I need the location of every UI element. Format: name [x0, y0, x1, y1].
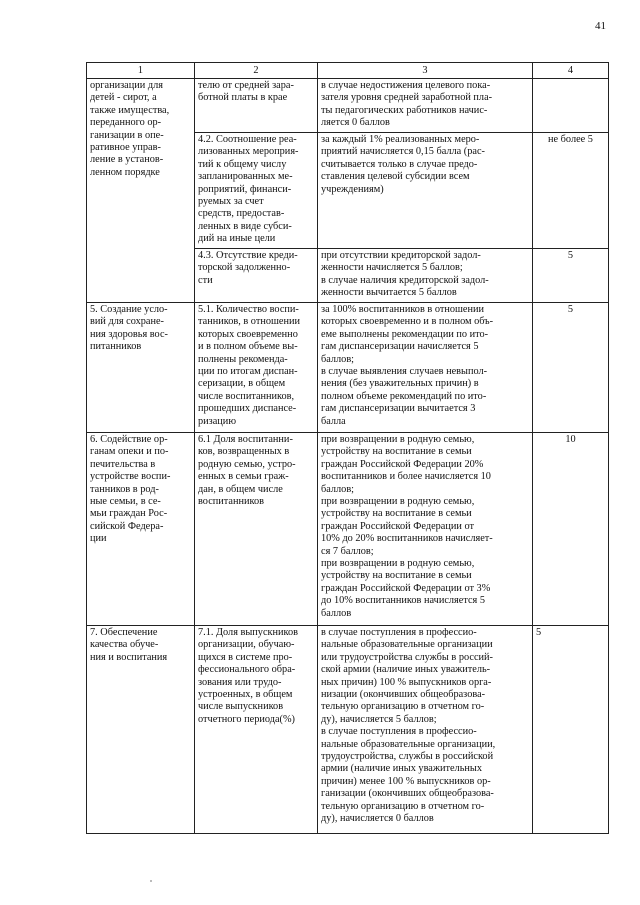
table-row — [87, 303, 609, 433]
max-points-cell: 10 — [533, 433, 609, 626]
criterion-cell: 5. Создание усло- вий для сохране- ния здоровья вос- питанников — [87, 303, 195, 433]
scoring-cell: в случае недостижения целевого пока- зателя уровня средней заработной пла- ты педагогических работников начис- ляется 0 баллов — [318, 79, 533, 133]
indicator-cell: 7.1. Доля выпускников организации, обучаю- щихся в системе про- фессионального обра- зования или трудо- устроенных, в общем числе выпускников отчетного периода(%) — [195, 626, 318, 834]
max-points-cell: не более 5 — [533, 133, 609, 249]
table-row — [87, 79, 609, 133]
page-number: 41 — [595, 20, 606, 32]
scoring-cell: при отсутствии кредиторской задол- женности начисляется 5 баллов; в случае наличия кредиторской задол- женности вычитается 5 баллов — [318, 249, 533, 303]
header-cell: 4 — [533, 63, 609, 79]
header-cell: 2 — [195, 63, 318, 79]
scoring-cell: при возвращении в родную семью, устройству на воспитание в семьи граждан Российской Федерации 20% воспитанников и более начисляется 10 баллов; при возвращении в родную семью, устройству на воспитание в семьи граждан Российской Федерации от 10% до 20% воспитанников начисляет- ся 7 баллов; при возвращении в родную семью, устройству на воспитание в семьи граждан Российской Федерации от 3% до 10% воспитанников начисляется 5 баллов — [318, 433, 533, 626]
criterion-cell: 7. Обеспечение качества обуче- ния и воспитания — [87, 626, 195, 834]
max-points-cell: 5 — [533, 303, 609, 433]
indicator-cell: 4.3. Отсутствие креди- торской задолженно- сти — [195, 249, 318, 303]
max-points-cell — [533, 79, 609, 133]
table-header-row — [87, 63, 609, 79]
indicator-cell: телю от средней зара- ботной платы в крае — [195, 79, 318, 133]
indicator-cell: 5.1. Количество воспи- танников, в отношении которых своевременно и в полном объеме вы- полнены рекоменда- ции по итогам диспан- серизации, в общем числе воспитанников, прошедших диспансе- ризацию — [195, 303, 318, 433]
scoring-cell: за каждый 1% реализованных меро- приятий начисляется 0,15 балла (рас- считывается только в случае предо- ставления целевой субсидии всем учреждениям) — [318, 133, 533, 249]
header-cell: 1 — [87, 63, 195, 79]
header-cell: 3 — [318, 63, 533, 79]
scan-speck — [150, 880, 152, 882]
scoring-cell: за 100% воспитанников в отношении которых своевременно и в полном объ- еме выполнены рекомендации по ито- гам диспансеризации начисляется 5 баллов; в случае выявления случаев невыпол- нения (без уважительных причин) в полном объеме рекомендаций по ито- гам диспансеризации вычитается 3 балла — [318, 303, 533, 433]
table-row — [87, 433, 609, 626]
indicator-cell: 4.2. Соотношение реа- лизованных мероприя- тий к общему числу запланированных ме- роприятий, финанси- руемых за счет средств, предостав- ленных в виде субси- дий на иные цели — [195, 133, 318, 249]
table-row — [87, 626, 609, 834]
criterion-cell: организации для детей - сирот, а также имущества, переданного ор- ганизации в опе- ративное управ- ление в установ- ленном порядке — [87, 79, 195, 303]
indicator-cell: 6.1 Доля воспитанни- ков, возвращенных в родную семью, устро- енных в семьи граж- дан, в общем числе воспитанников — [195, 433, 318, 626]
max-points-cell: 5 — [533, 626, 609, 834]
criteria-table — [86, 62, 609, 834]
scoring-cell: в случае поступления в профессио- нальные образовательные организации или трудоустройства службы в россий- ской армии (наличие иных уважитель- ных причин) 100 % выпускников орга- низации (окончивших общеобразова- тельную организацию в отчетном го- ду), начисляется 5 баллов; в случае поступления в профессио- нальные образовательные организации, трудоустройства, службы в российской армии (наличие иных уважительных причин) менее 100 % выпускников ор- ганизации (окончивших общеобразова- тельную организацию в отчетном го- ду), начисляется 0 баллов — [318, 626, 533, 834]
max-points-cell: 5 — [533, 249, 609, 303]
criterion-cell: 6. Содействие ор- ганам опеки и по- печительства в устройстве воспи- танников в род- ные семьи, в се- мьи граждан Рос- сийской Федера- ции — [87, 433, 195, 626]
